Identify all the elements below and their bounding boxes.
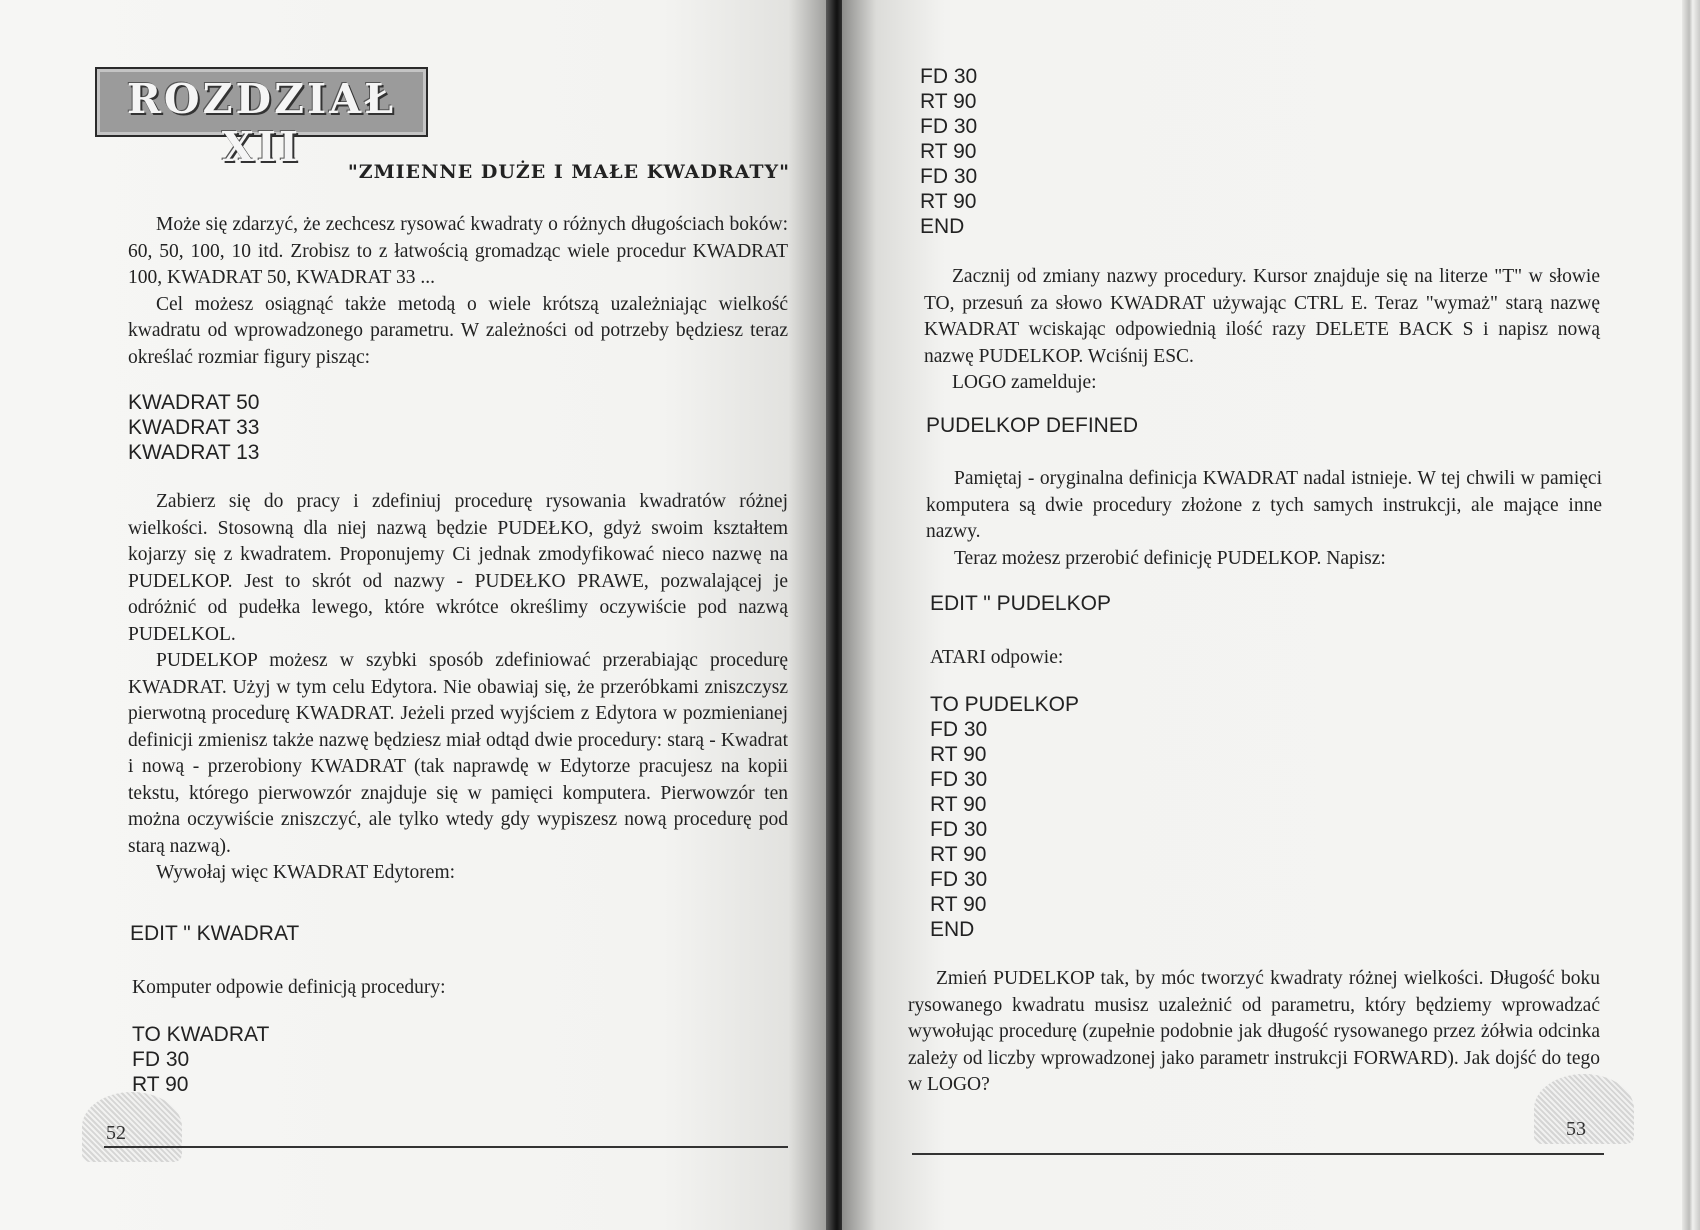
- page-number: 52: [106, 1122, 126, 1144]
- paragraph-2: Cel możesz osiągnąć także metodą o wiele krótszą uzależniając wielkość kwadratu od wprowadzonego parametru. W zależności od potrzeby będziesz teraz określać rozmiar figury pisząc:: [128, 293, 788, 368]
- right-paragraph-1: Zacznij od zmiany nazwy procedury. Kursor znajduje się na literze "T" w słowie TO, przesuń za słowo KWADRAT używając CTRL E. Teraz "wymaż" starą nazwę KWADRAT wciskając odpowiednią ilość razy DELETE BACK S i napisz nową nazwę PUDELKOP. Wciśnij ESC.: [924, 266, 1600, 367]
- paragraph-6: Komputer odpowie definicją procedury:: [132, 977, 446, 998]
- page-edge: [1682, 0, 1700, 1230]
- code-block-r4: [930, 692, 1079, 942]
- code-line: KWADRAT 13: [128, 441, 260, 464]
- paragraph-4: PUDELKOP możesz w szybki sposób zdefiniować przerabiając procedurę KWADRAT. Użyj w tym celu Edytora. Nie obawiaj się, że przeróbkami zniszczysz pierwotną procedurę KWADRAT. Jeżeli przed wyjściem z Edytora w pozmienianej definicji zmienisz także nazwę będziesz miał odtąd dwie procedury: starą - Kwadrat i nową - przerobiony KWADRAT (tak naprawdę w Edytorze pracujesz na kopii tekstu, którego pierwowzór znajduje się w pamięci komputera. Pierwowzór ten można oczywiście zniszczyć, ale tylko wtedy gdy wypiszesz nową procedurę pod starą nazwą).: [128, 650, 788, 857]
- paragraph-3: Zabierz się do pracy i zdefiniuj procedurę rysowania kwadratów różnej wielkości. Stosowną dla niej nazwą będzie PUDEŁKO, gdyż swoim kształtem kojarzy się z kwadratem. Proponujemy Ci jednak zmodyfikować nieco nazwę na PUDELKOP. Jest to skrót od nazwy - PUDEŁKO PRAWE, pozwalającej je odróżnić od pudełka lewego, które wkrótce określimy oczywiście pod nazwą PUDELKOL.: [128, 491, 788, 645]
- paragraph-1: Może się zdarzyć, że zechcesz rysować kwadraty o różnych długościach boków: 60, 50, 100, 10 itd. Zrobisz to z łatwością gromadząc wiele procedur KWADRAT 100, KWADRAT 50, KWADRAT 33 ...: [128, 214, 788, 288]
- code-line: END: [930, 918, 975, 941]
- right-paragraph-5: ATARI odpowie:: [930, 647, 1064, 668]
- code-line: RT 90: [920, 140, 977, 163]
- chapter-banner: [95, 67, 428, 171]
- code-line: RT 90: [920, 90, 977, 113]
- code-line: KWADRAT 50: [128, 391, 260, 414]
- code-line: RT 90: [930, 843, 987, 866]
- page-number: 53: [1566, 1118, 1586, 1140]
- code-line: FD 30: [930, 868, 988, 891]
- code-line: FD 30: [930, 818, 988, 841]
- code-line: END: [920, 215, 965, 238]
- code-line: RT 90: [930, 893, 987, 916]
- code-line: FD 30: [920, 115, 978, 138]
- paragraph-5: Wywołaj więc KWADRAT Edytorem:: [156, 862, 456, 883]
- footer-rule: [104, 1146, 788, 1148]
- section-subtitle: "ZMIENNE DUŻE I MAŁE KWADRATY": [347, 161, 790, 183]
- code-line: FD 30: [930, 768, 988, 791]
- code-line: RT 90: [132, 1073, 189, 1096]
- left-page: [0, 0, 830, 1230]
- footer-rule: [912, 1153, 1604, 1155]
- right-paragraph-3-block: [926, 466, 1602, 572]
- code-block-r1: [920, 64, 977, 239]
- turtle-logo-icon: [82, 1092, 182, 1162]
- code-line: TO PUDELKOP: [930, 693, 1079, 716]
- code-line: RT 90: [930, 793, 987, 816]
- right-paragraph-6-block: [908, 966, 1600, 1099]
- code-line: TO KWADRAT: [132, 1023, 270, 1046]
- code-line: FD 30: [920, 65, 978, 88]
- right-paragraph-5-block: [930, 645, 1570, 672]
- paragraph-6-block: [132, 975, 772, 1002]
- right-paragraph-4: Teraz możesz przerobić definicję PUDELKOP. Napisz:: [954, 547, 1386, 569]
- paragraph-3-block: [128, 489, 788, 887]
- code-line: RT 90: [930, 743, 987, 766]
- code-line: FD 30: [920, 165, 978, 188]
- code-edit-pudelkop: EDIT " PUDELKOP: [930, 592, 1111, 615]
- right-page: [842, 0, 1700, 1230]
- code-line: KWADRAT 33: [128, 416, 260, 439]
- code-block-1: [128, 390, 259, 465]
- code-edit-kwadrat: EDIT " KWADRAT: [130, 922, 300, 945]
- paragraph-1-block: [128, 212, 788, 371]
- code-line: FD 30: [930, 718, 988, 741]
- code-pudelkop-defined: PUDELKOP DEFINED: [926, 414, 1138, 437]
- right-paragraph-2: LOGO zamelduje:: [952, 372, 1097, 393]
- chapter-title: ROZDZIAŁ XII: [126, 75, 397, 171]
- right-paragraph-6: Zmień PUDELKOP tak, by móc tworzyć kwadraty różnej wielkości. Długość boku rysowanego kwadratu musisz uzależnić od parametru, który będziemy wprowadzać wywołując procedurę (zupełnie podobnie jak długość rysowanego przez żółwia odcinka zależy od liczby wprowadzonej jako parametr instrukcji FORWARD). Jak dojść do tego w LOGO?: [908, 968, 1600, 1095]
- code-block-3: [132, 1022, 269, 1097]
- right-paragraph-1-block: [924, 264, 1600, 397]
- code-line: FD 30: [132, 1048, 190, 1071]
- code-line: RT 90: [920, 190, 977, 213]
- right-paragraph-3: Pamiętaj - oryginalna definicja KWADRAT nadal istnieje. W tej chwili w pamięci komputera są dwie procedury złożone z tych samych instrukcji, ale mające inne nazwy.: [926, 468, 1602, 542]
